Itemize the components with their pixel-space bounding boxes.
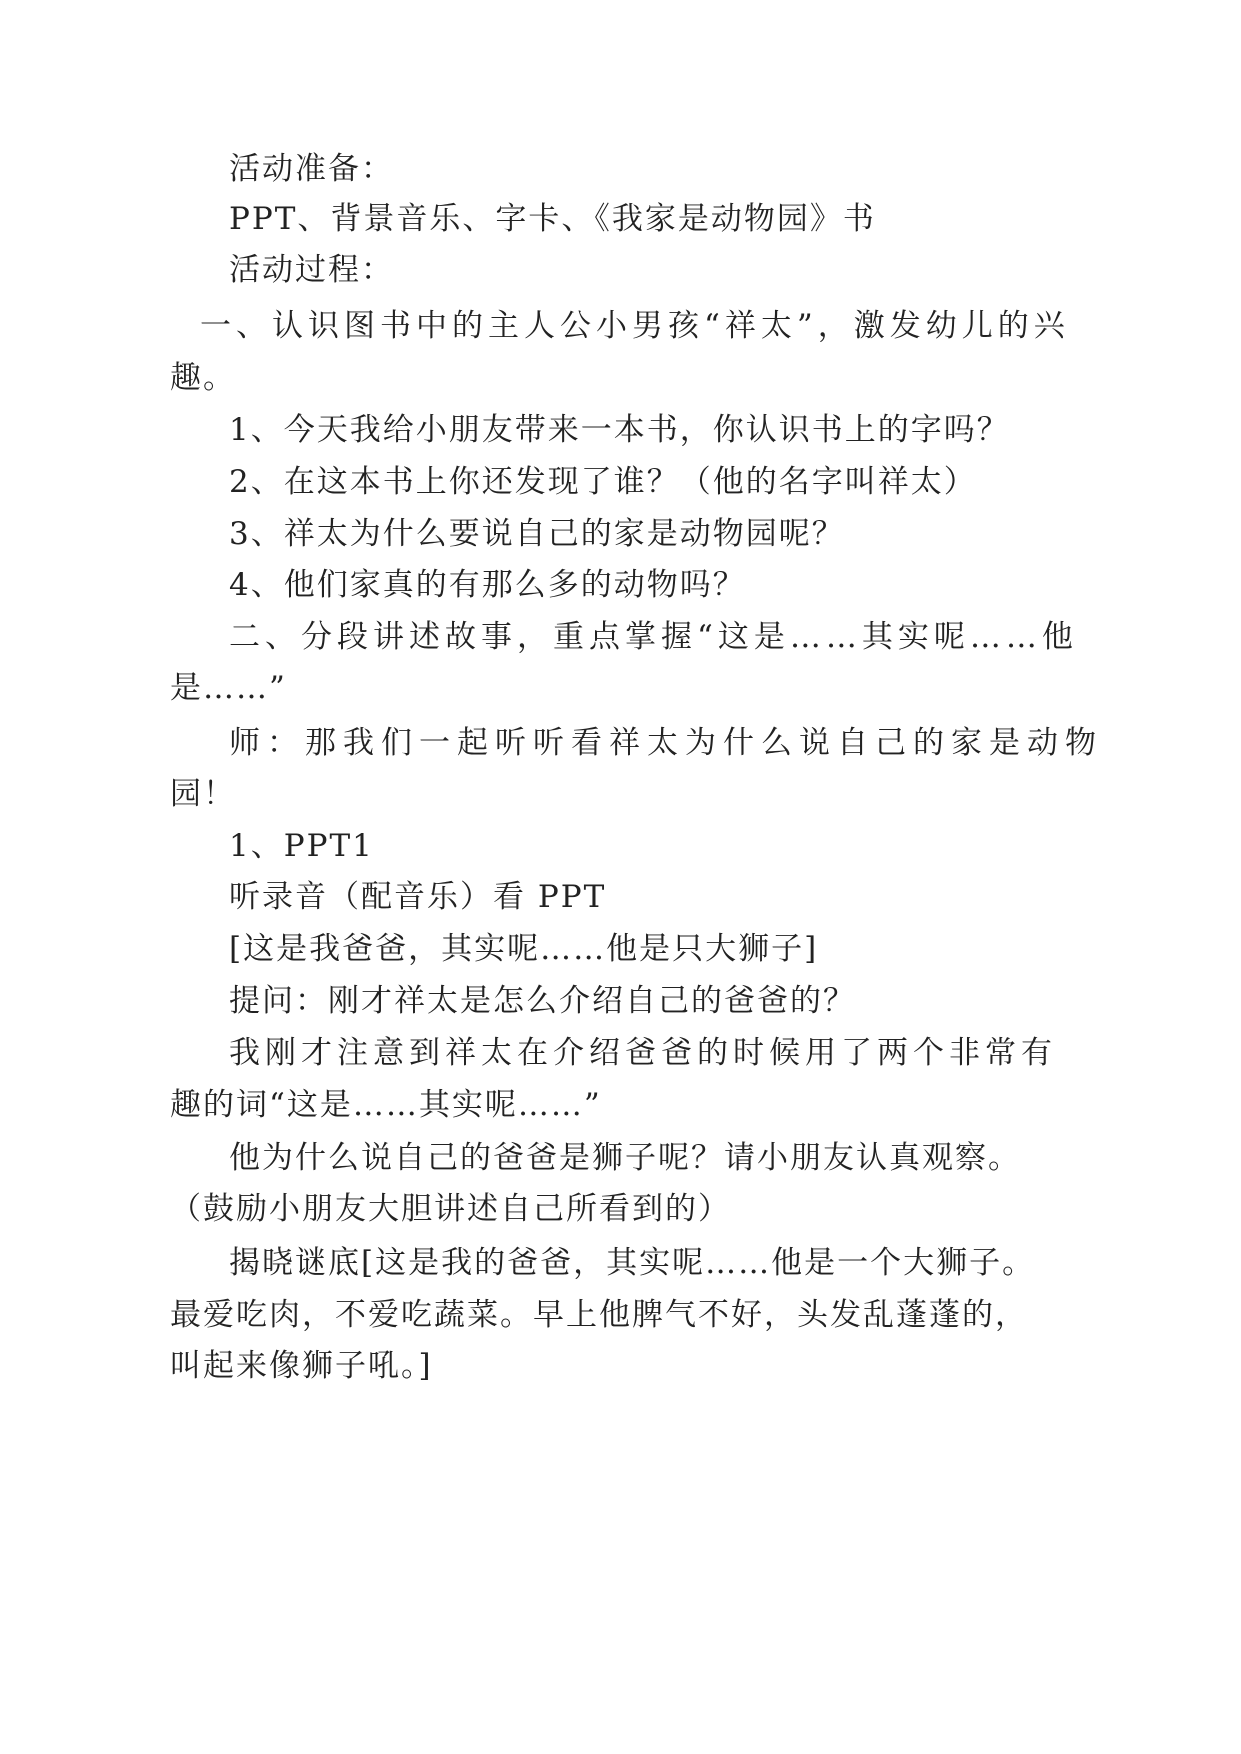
section-two-line-2: 是……”: [170, 670, 287, 706]
heading-activity-preparation: 活动准备：: [229, 151, 394, 187]
observation-line-2: 趣的词“这是……其实呢……”: [170, 1087, 602, 1123]
heading-activity-process: 活动过程：: [229, 252, 394, 288]
question-1: 1、今天我给小朋友带来一本书，你认识书上的字吗？: [229, 412, 1010, 448]
question-4: 4、他们家真的有那么多的动物吗？: [229, 567, 746, 603]
section-two-line-1: 二、分段讲述故事，重点掌握“这是……其实呢……他: [229, 619, 1078, 655]
reveal-line-1: 揭晓谜底[这是我的爸爸，其实呢……他是一个大狮子。: [229, 1245, 1036, 1281]
teacher-line-1: 师：那我们一起听听看祥太为什么说自己的家是动物: [229, 725, 1103, 761]
reveal-line-3: 叫起来像狮子吼。]: [170, 1348, 433, 1384]
listen-recording: 听录音（配音乐）看 PPT: [229, 879, 607, 915]
ppt1-label: 1、PPT1: [229, 828, 374, 864]
encourage-note: （鼓励小朋友大胆讲述自己所看到的）: [170, 1191, 731, 1227]
section-one-line-2: 趣。: [170, 360, 236, 396]
quote-dad-lion: [这是我爸爸，其实呢……他是只大狮子]: [229, 931, 819, 967]
teacher-line-2: 园！: [170, 776, 236, 812]
section-one-line-1: 一、认识图书中的主人公小男孩“祥太”，激发幼儿的兴: [200, 308, 1070, 344]
reveal-line-2: 最爱吃肉，不爱吃蔬菜。早上他脾气不好，头发乱蓬蓬的，: [170, 1297, 1028, 1333]
observation-line-1: 我刚才注意到祥太在介绍爸爸的时候用了两个非常有: [229, 1035, 1057, 1071]
question-3: 3、祥太为什么要说自己的家是动物园呢？: [229, 516, 845, 552]
question-intro-dad: 提问：刚才祥太是怎么介绍自己的爸爸的？: [229, 983, 856, 1019]
paragraph-materials: PPT、背景音乐、字卡、《我家是动物园》书: [229, 201, 876, 237]
why-lion-question: 他为什么说自己的爸爸是狮子呢？请小朋友认真观察。: [229, 1140, 1021, 1176]
question-2: 2、在这本书上你还发现了谁？（他的名字叫祥太）: [229, 464, 977, 500]
